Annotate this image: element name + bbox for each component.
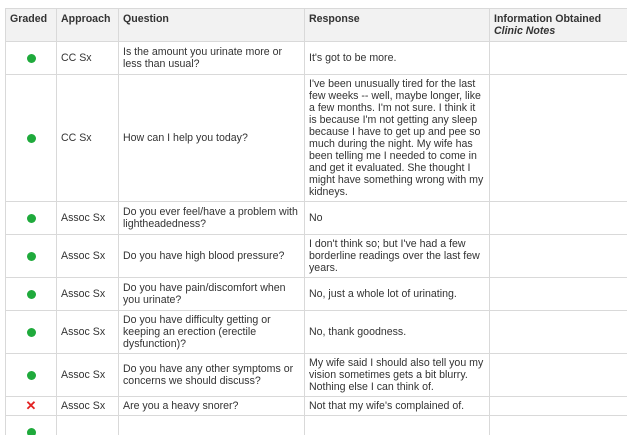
question-cell: Are you a heavy snorer? [119,397,305,416]
green-dot-icon [27,371,36,380]
response-cell: No, just a whole lot of urinating. [305,278,490,311]
table-row [6,397,628,416]
response-cell: I don't think so; but I've had a few borderline readings over the last few years. [305,235,490,278]
approach-cell: CC Sx [57,75,119,202]
column-header-question: Question [119,9,305,42]
response-cell: I've been unusually tired for the last few weeks -- well, maybe longer, like a few months. I'm not sure. I think it is because I'm not getting any sleep because I have to get up and pee so much during the night. My wife has been telling me I needed to come in and get it evaluated. She thought I might have something wrong with my kidneys. [305,75,490,202]
response-cell: Not that my wife's complained of. [305,397,490,416]
clinic-notes-cell [490,311,628,354]
clinic-notes-cell [490,278,628,311]
column-header-approach: Approach [57,9,119,42]
response-cell: It's got to be more. [305,42,490,75]
clinic-notes-cell [490,397,628,416]
red-cross-icon: ✕ [25,398,37,414]
graded-cell [6,75,57,202]
green-dot-icon [27,252,36,261]
approach-cell: Assoc Sx [57,202,119,235]
clinic-notes-cell [490,416,628,435]
green-dot-icon [27,134,36,143]
question-cell: Do you have high blood pressure? [119,235,305,278]
interview-results-table [5,8,627,435]
table-row [6,42,628,75]
column-header-graded: Graded [6,9,57,42]
green-dot-icon [27,214,36,223]
graded-cell [6,397,57,416]
table-row [6,235,628,278]
column-header-information-obtained [490,9,628,42]
clinic-notes-cell [490,42,628,75]
table-body [6,42,628,435]
info-header-title: Information Obtained [494,13,602,25]
green-dot-icon [27,290,36,299]
table-row [6,311,628,354]
table-header-row [6,9,628,42]
approach-cell: Assoc Sx [57,397,119,416]
approach-cell: Assoc Sx [57,235,119,278]
response-cell: No, thank goodness. [305,311,490,354]
question-cell: Is the amount you urinate more or less than usual? [119,42,305,75]
graded-cell [6,202,57,235]
approach-cell [57,416,119,435]
interview-results-panel [5,8,627,435]
graded-cell [6,311,57,354]
table-row [6,202,628,235]
response-cell: No [305,202,490,235]
green-dot-icon [27,328,36,337]
graded-cell [6,42,57,75]
graded-cell [6,354,57,397]
clinic-notes-cell [490,202,628,235]
approach-cell: Assoc Sx [57,354,119,397]
approach-cell: CC Sx [57,42,119,75]
table-row [6,75,628,202]
clinic-notes-cell [490,354,628,397]
question-cell: Do you have pain/discomfort when you urinate? [119,278,305,311]
table-row [6,354,628,397]
question-cell: Do you ever feel/have a problem with lightheadedness? [119,202,305,235]
table-row [6,278,628,311]
response-cell: My wife said I should also tell you my vision sometimes gets a bit blurry. Nothing else I can think of. [305,354,490,397]
graded-cell [6,235,57,278]
clinic-notes-cell [490,75,628,202]
graded-cell [6,278,57,311]
green-dot-icon [27,54,36,63]
response-cell [305,416,490,435]
graded-cell [6,416,57,435]
question-cell: Do you have difficulty getting or keeping an erection (erectile dysfunction)? [119,311,305,354]
green-dot-icon [27,428,36,435]
approach-cell: Assoc Sx [57,311,119,354]
table-row [6,416,628,435]
question-cell: Do you have any other symptoms or concerns we should discuss? [119,354,305,397]
clinic-notes-cell [490,235,628,278]
question-cell [119,416,305,435]
approach-cell: Assoc Sx [57,278,119,311]
info-header-subtitle: Clinic Notes [494,25,556,37]
question-cell: How can I help you today? [119,75,305,202]
column-header-response: Response [305,9,490,42]
